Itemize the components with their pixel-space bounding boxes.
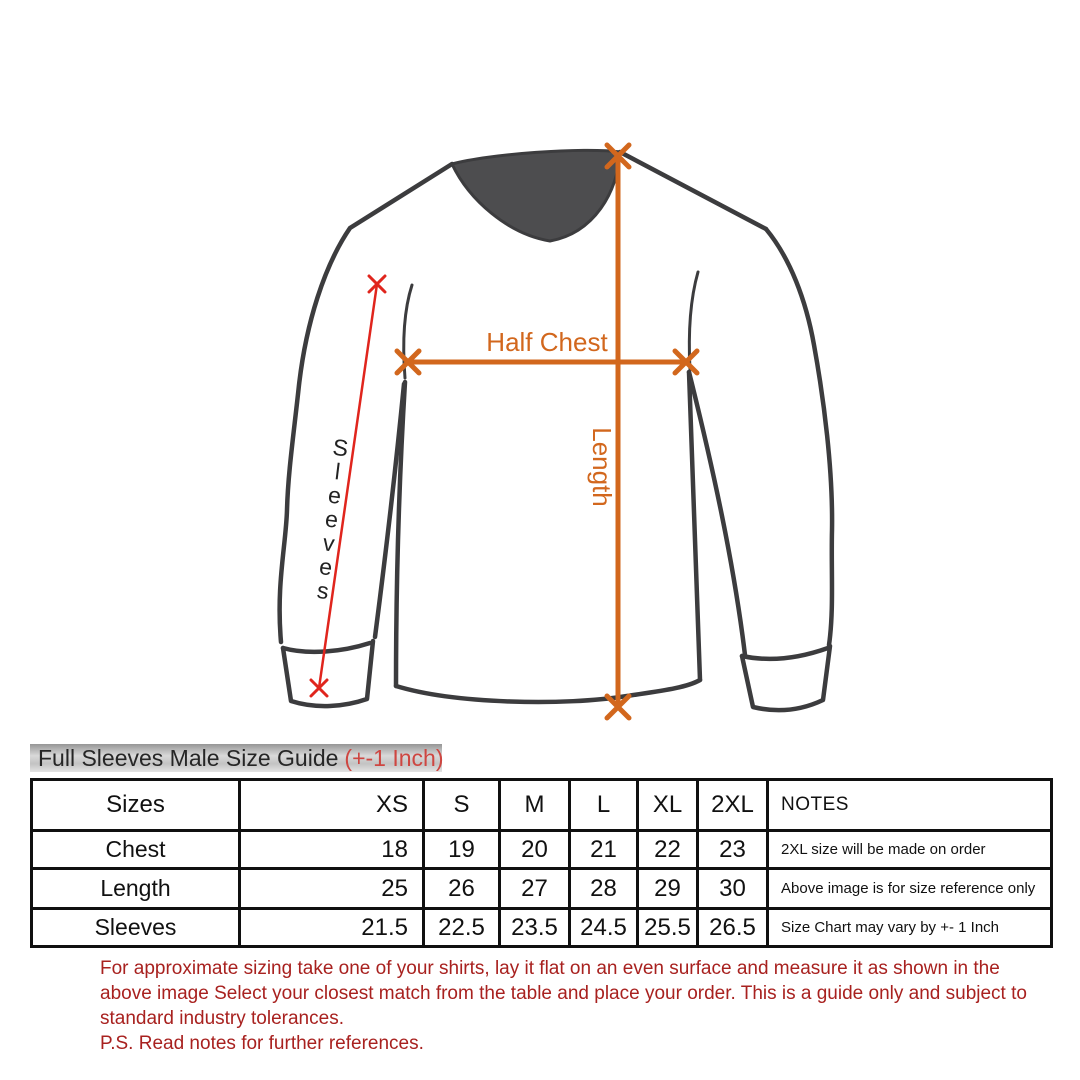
length-value-2xl: 30: [698, 869, 768, 909]
row-label-length: Length: [32, 869, 240, 909]
sizes-header-cell: Sizes: [32, 780, 240, 831]
size-col-header-s: S: [424, 780, 500, 831]
sleeves-value-s: 22.5: [424, 909, 500, 947]
instruction-line-4: P.S. Read notes for further references.: [100, 1033, 424, 1054]
size-col-header-m: M: [500, 780, 570, 831]
length-value-xl: 29: [638, 869, 698, 909]
shirt-neck: [452, 150, 620, 241]
size-col-header-xs: XS: [240, 780, 424, 831]
size-col-header-l: L: [570, 780, 638, 831]
sleeves-value-xl: 25.5: [638, 909, 698, 947]
guide-title: Full Sleeves Male Size Guide: [38, 744, 339, 771]
length-value-m: 27: [500, 869, 570, 909]
note-cell-2: Above image is for size reference only: [768, 869, 1052, 909]
length-label: Length: [587, 427, 617, 507]
note-cell-3: Size Chart may vary by +- 1 Inch: [768, 909, 1052, 947]
length-value-l: 28: [570, 869, 638, 909]
sleeves-value-xs: 21.5: [240, 909, 424, 947]
size-col-header-2xl: 2XL: [698, 780, 768, 831]
table-row-sleeves: [32, 909, 1052, 947]
chest-value-xl: 22: [638, 831, 698, 869]
guide-title-tolerance: (+-1 Inch): [344, 744, 444, 771]
guide-title-bar: [30, 744, 442, 772]
table-row-length: [32, 869, 1052, 909]
chest-value-s: 19: [424, 831, 500, 869]
chest-value-xs: 18: [240, 831, 424, 869]
sleeves-label: Sleeves: [315, 433, 350, 605]
sleeves-value-l: 24.5: [570, 909, 638, 947]
length-value-xs: 25: [240, 869, 424, 909]
chest-value-l: 21: [570, 831, 638, 869]
chest-value-m: 20: [500, 831, 570, 869]
instruction-line-3: standard industry tolerances.: [100, 1008, 344, 1029]
sleeves-value-2xl: 26.5: [698, 909, 768, 947]
size-col-header-xl: XL: [638, 780, 698, 831]
note-cell-1: 2XL size will be made on order: [768, 831, 1052, 869]
notes-header-cell: NOTES: [768, 780, 1052, 831]
length-value-s: 26: [424, 869, 500, 909]
size-table: [30, 778, 1053, 948]
chest-value-2xl: 23: [698, 831, 768, 869]
size-table-header-row: [32, 780, 1052, 831]
row-label-sleeves: Sleeves: [32, 909, 240, 947]
row-label-chest: Chest: [32, 831, 240, 869]
table-row-chest: [32, 831, 1052, 869]
half-chest-label: Half Chest: [486, 327, 608, 357]
instruction-line-2: above image Select your closest match from the table and place your order. This is a guide only and subject to: [100, 983, 1027, 1004]
sleeves-value-m: 23.5: [500, 909, 570, 947]
sizing-instructions: [100, 956, 1060, 1056]
instruction-line-1: For approximate sizing take one of your shirts, lay it flat on an even surface and measure it as shown in the: [100, 958, 1000, 979]
